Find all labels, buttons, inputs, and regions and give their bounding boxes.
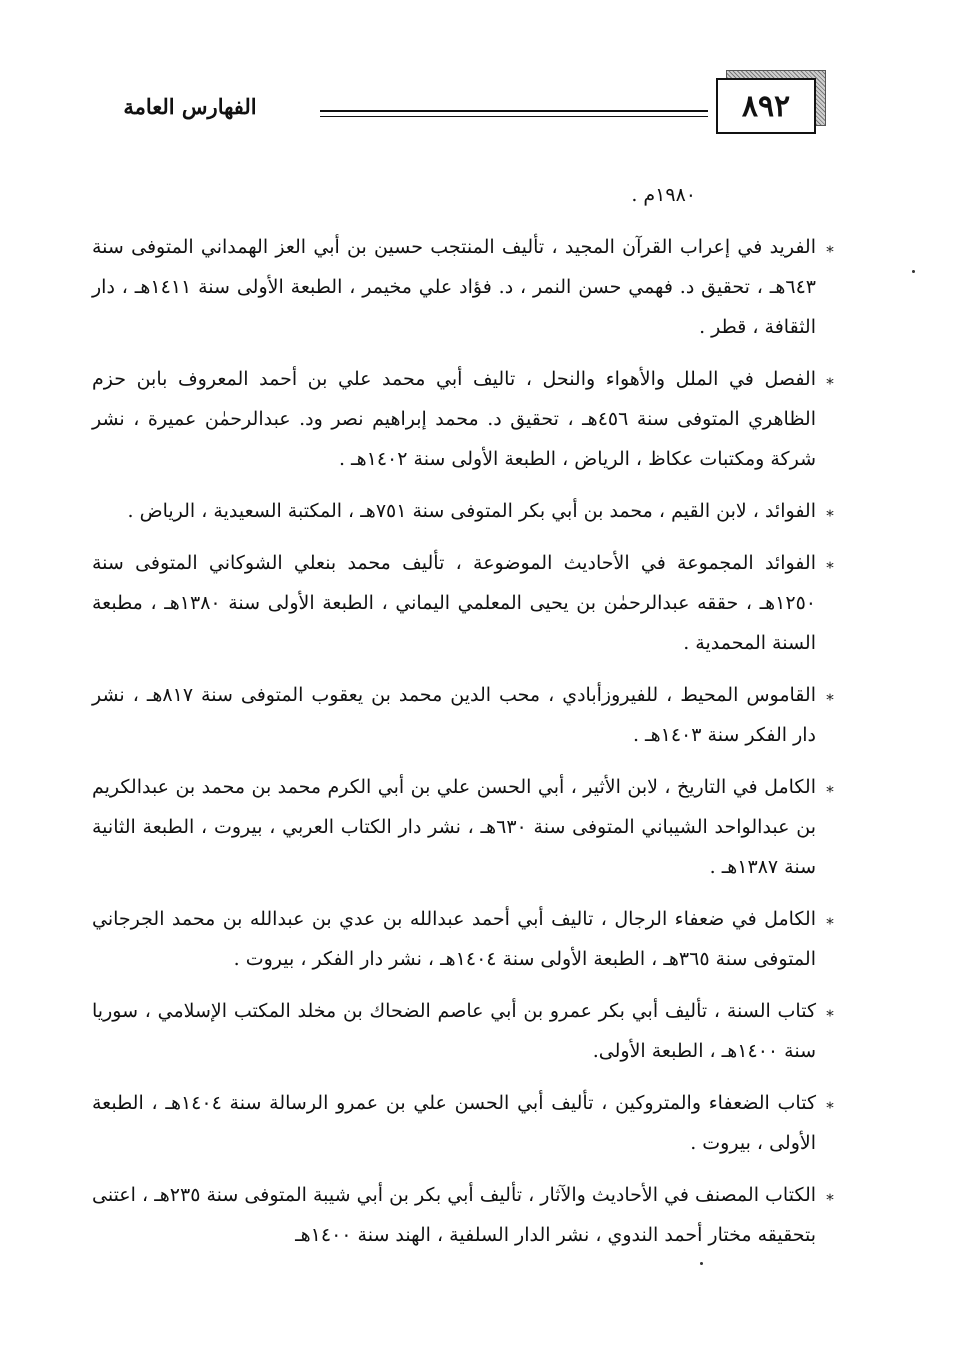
entry-text: الفوائد المجموعة في الأحاديث الموضوعة ، تأليف محمد بنعلي الشوكاني المتوفى سنة ١٢٥٠هـ ، حققه عبدالرحمٰن بن يحيى المعلمي اليماني ، الطبعة الأولى سنة ١٣٨٠هـ ، مطبعة السنة المحمدية . (92, 552, 816, 654)
entry-text: الفريد في إعراب القرآن المجيد ، تأليف المنتجب حسين بن أبي العز الهمداني المتوفى سنة ٦٤٣هـ ، تحقيق د. فهمي حسن النمر ، د. فؤاد علي مخيمر ، الطبعة الأولى سنة ١٤١١هـ ، دار الثقافة ، قطر . (92, 236, 817, 338)
entry-text: الكامل في التاريخ ، لابن الأثير ، أبي الحسن علي بن أبي الكرم محمد بن محمد بن عبدالكريم بن عبدالواحد الشيباني المتوفى سنة ٦٣٠هـ ، نشر دار الكتاب العربي ، بيروت ، الطبعة الثانية سنة ١٣٨٧هـ . (92, 776, 816, 878)
asterisk-bullet-icon: ⁎ (826, 910, 834, 928)
bibliography-entry (92, 991, 834, 1071)
asterisk-bullet-icon: ⁎ (826, 1094, 834, 1112)
asterisk-bullet-icon: ⁎ (826, 502, 834, 520)
entry-text: الكتاب المصنف في الأحاديث والآثار ، تأليف أبي بكر بن أبي شيبة المتوفى سنة ٢٣٥هـ ، اعتنى بتحقيقه مختار أحمد الندوي ، نشر الدار السلفية ، الهند سنة ١٤٠٠هـ (92, 1184, 817, 1246)
bibliography-entry (92, 359, 834, 479)
scan-speck (912, 270, 915, 273)
entry-text: الفصل في الملل والأهواء والنحل ، تاليف أبي محمد علي بن أحمد المعروف بابن حزم الظاهري المتوفى سنة ٤٥٦هـ ، تحقيق د. محمد إبراهيم نصر ود. عبدالرحمٰن عميرة ، نشر شركة ومكتبات عكاظ ، الرياض ، الطبعة الأولى سنة ١٤٠٢هـ . (92, 368, 816, 470)
entry-text: كتاب الضعفاء والمتروكين ، تأليف أبي الحسن علي بن عمرو الرسالة سنة ١٤٠٤هـ ، الطبعة الأولى ، بيروت . (92, 1092, 816, 1154)
entry-text: كتاب السنة ، تأليف أبي بكر عمرو بن أبي عاصم الضحاك بن مخلد المكتب الإسلامي ، سوريا سنة ١٤٠٠هـ ، الطبعة الأولى. (92, 1000, 816, 1062)
bibliography-entry (92, 899, 834, 979)
bibliography-list (92, 175, 834, 1267)
entry-text: الكامل في ضعفاء الرجال ، تاليف أبي أحمد عبدالله بن عدي بن عبدالله بن محمد الجرجاني المتوفى سنة ٣٦٥هـ ، الطبعة الأولى سنة ١٤٠٤هـ ، نشر دار الفكر ، بيروت . (92, 908, 816, 970)
entry-text: الفوائد ، لابن القيم ، محمد بن أبي بكر المتوفى سنة ٧٥١هـ ، المكتبة السعيدية ، الرياض . (127, 500, 816, 522)
asterisk-bullet-icon: ⁎ (826, 778, 834, 796)
running-title: الفهارس العامة (123, 94, 257, 119)
bibliography-entry (92, 543, 834, 663)
asterisk-bullet-icon: ⁎ (826, 1002, 834, 1020)
header-rule-thin (320, 116, 708, 117)
header-rule (320, 110, 708, 112)
bibliography-entry (92, 1175, 834, 1255)
bibliography-entry (92, 1083, 834, 1163)
asterisk-bullet-icon: ⁎ (826, 238, 834, 256)
continuation-line: ١٩٨٠م . (631, 184, 696, 206)
asterisk-bullet-icon: ⁎ (826, 370, 834, 388)
asterisk-bullet-icon: ⁎ (826, 1186, 834, 1204)
bibliography-entry (92, 227, 834, 347)
page-header (80, 66, 840, 146)
bibliography-entry (92, 675, 834, 755)
asterisk-bullet-icon: ⁎ (826, 554, 834, 572)
entry-text: القاموس المحيط ، للفيروزأبادي ، محب الدين محمد بن يعقوب المتوفى سنة ٨١٧هـ ، نشر دار الفكر سنة ١٤٠٣هـ . (92, 684, 816, 746)
asterisk-bullet-icon: ⁎ (826, 686, 834, 704)
page-number: ٨٩٢ (716, 78, 816, 134)
bibliography-entry (92, 767, 834, 887)
scan-speck (700, 1262, 703, 1265)
bibliography-entry (92, 491, 834, 531)
